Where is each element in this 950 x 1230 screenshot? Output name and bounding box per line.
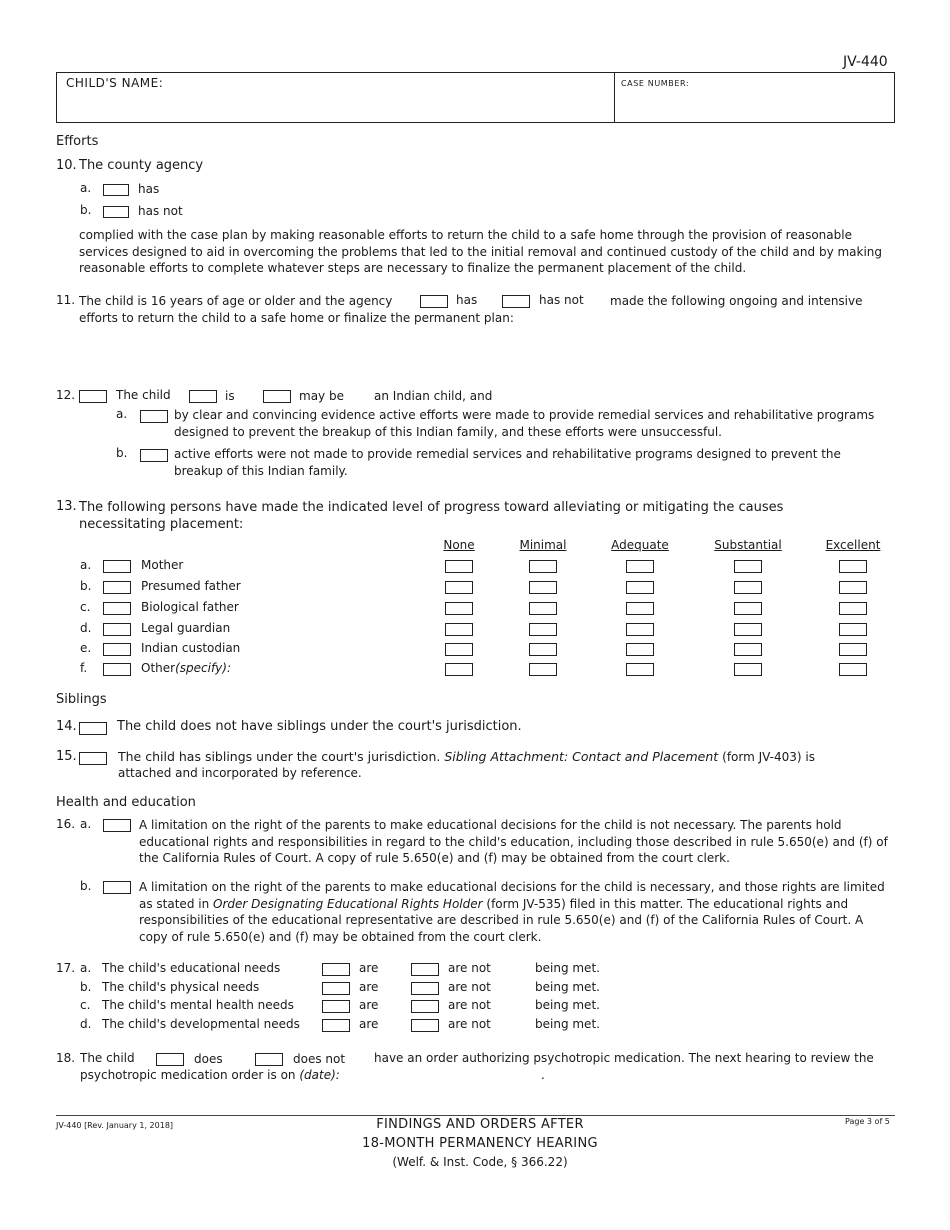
item-11-number: 11. [56, 293, 76, 307]
item-17-being-met: being met. [535, 1017, 600, 1031]
item-16b-text [139, 879, 895, 945]
item-17-are-label: are [359, 998, 379, 1012]
item-17-are-not-label: are not [448, 980, 491, 994]
item-12-checkbox[interactable] [79, 390, 107, 403]
item-11-has-not-checkbox[interactable] [502, 295, 530, 308]
item-10a-checkbox[interactable] [103, 184, 129, 196]
item-17-are-not-label: are not [448, 998, 491, 1012]
progress-level-checkbox[interactable] [529, 602, 557, 615]
item-16a-checkbox[interactable] [103, 819, 131, 832]
item-17-are-not-label: are not [448, 961, 491, 975]
item-11-has-not-label: has not [539, 293, 584, 307]
footer-page: Page 3 of 5 [845, 1117, 890, 1126]
item-12-may-be-label: may be [299, 389, 344, 403]
item-18-does-not-checkbox[interactable] [255, 1053, 283, 1066]
progress-row-label-text: Biological father [141, 600, 239, 614]
item-16b-italic: Order Designating Educational Rights Holder [213, 896, 483, 911]
footer-title-2: 18-MONTH PERMANENCY HEARING [362, 1136, 598, 1151]
item-18-period: . [541, 1068, 545, 1082]
item-14-checkbox[interactable] [79, 722, 107, 735]
progress-level-checkbox[interactable] [839, 560, 867, 573]
child-name-field[interactable] [66, 95, 606, 115]
item-10a-letter: a. [80, 181, 92, 195]
progress-row-checkbox[interactable] [103, 560, 131, 573]
siblings-heading: Siblings [56, 692, 107, 707]
efforts-heading: Efforts [56, 134, 99, 149]
item-12b-text: active efforts were not made to provide remedial services and rehabilitative programs designed to prevent the breakup of this Indian family. [174, 447, 841, 478]
progress-level-checkbox[interactable] [626, 560, 654, 573]
item-17-are-label: are [359, 1017, 379, 1031]
progress-level-checkbox[interactable] [445, 643, 473, 656]
progress-row-label-text: Other [141, 661, 176, 675]
item-16b-text-end: (form JV-535) filed in this matter. The educational rights and responsibilities of the educational representative are described in rule 5.650(e) and (f) of the California Rules of Court. A copy of rule 5.650(e) and (f) may be obtained from the court clerk. [139, 896, 864, 944]
case-number-field[interactable] [621, 92, 886, 116]
item-17-letter: c. [80, 998, 91, 1012]
progress-column-header: Excellent [825, 538, 881, 552]
progress-level-checkbox[interactable] [734, 643, 762, 656]
health-heading: Health and education [56, 795, 196, 810]
item-16a-text: A limitation on the right of the parents to make educational decisions for the child is not necessary. The parents hold educational rights and responsibilities in regard to the child's education, including those described in rule 5.650(e) and (f) of the California Rules of Court. A copy of rule 5.650(e) and (f) may be obtained from the court clerk. [139, 818, 888, 865]
item-18-date-field[interactable] [350, 1066, 538, 1082]
item-10b-label: has not [138, 204, 183, 218]
progress-level-checkbox[interactable] [529, 643, 557, 656]
item-17-are-checkbox[interactable] [322, 1019, 350, 1032]
progress-level-checkbox[interactable] [839, 623, 867, 636]
progress-level-checkbox[interactable] [529, 581, 557, 594]
progress-level-checkbox[interactable] [626, 623, 654, 636]
progress-row-label-text: Legal guardian [141, 621, 231, 635]
item-18-line2-text: psychotropic medication order is on [80, 1068, 296, 1082]
progress-row-specify: (specify): [175, 661, 231, 675]
progress-row-label [141, 558, 183, 572]
caption-divider [614, 72, 615, 123]
progress-row-checkbox[interactable] [103, 623, 131, 636]
progress-level-checkbox[interactable] [445, 602, 473, 615]
progress-row-checkbox[interactable] [103, 643, 131, 656]
item-18-does-checkbox[interactable] [156, 1053, 184, 1066]
item-17-label: The child's mental health needs [102, 998, 294, 1012]
progress-level-checkbox[interactable] [734, 560, 762, 573]
progress-row-label [141, 600, 239, 614]
progress-level-checkbox[interactable] [445, 560, 473, 573]
progress-row-label [141, 641, 240, 655]
progress-level-checkbox[interactable] [529, 623, 557, 636]
item-13-number: 13. [56, 499, 77, 514]
progress-row-letter: b. [80, 579, 92, 593]
case-number-label: CASE NUMBER: [621, 79, 690, 88]
progress-level-checkbox[interactable] [626, 602, 654, 615]
item-17-letter: d. [80, 1017, 92, 1031]
item-18-date-label: (date): [299, 1068, 340, 1082]
progress-row-label-text: Indian custodian [141, 641, 241, 655]
item-12a-checkbox[interactable] [140, 410, 168, 423]
progress-level-checkbox[interactable] [839, 602, 867, 615]
item-16-number: 16. [56, 817, 76, 831]
item-17-number: 17. [56, 961, 76, 975]
progress-row-checkbox[interactable] [103, 602, 131, 615]
progress-level-checkbox[interactable] [734, 602, 762, 615]
item-17-letter: a. [80, 961, 92, 975]
item-17-letter: b. [80, 980, 92, 994]
progress-column-header: Substantial [714, 538, 782, 552]
progress-level-checkbox[interactable] [445, 663, 473, 676]
item-17-are-checkbox[interactable] [322, 1000, 350, 1013]
item-18-text: have an order authorizing psychotropic medication. The next hearing to review the [374, 1051, 874, 1065]
progress-level-checkbox[interactable] [626, 643, 654, 656]
progress-row-letter: a. [80, 558, 92, 572]
item-12-the-child: The child [116, 388, 171, 402]
item-10-text: complied with the case plan by making reasonable efforts to return the child to a safe home through the provision of reasonable services designed to aid in overcoming the problems that led to the initial removal and continued custody of the child and by making reasonable efforts to complete whatever steps are necessary to finalize the permanent placement of the child. [79, 228, 883, 275]
item-15-line2: attached and incorporated by reference. [118, 766, 362, 780]
progress-row-letter: d. [80, 621, 92, 635]
item-15-italic: Sibling Attachment: Contact and Placement [444, 749, 719, 764]
progress-level-checkbox[interactable] [734, 663, 762, 676]
footer-title-1: FINDINGS AND ORDERS AFTER [376, 1117, 584, 1132]
item-10-number: 10. [56, 158, 77, 173]
progress-level-checkbox[interactable] [734, 581, 762, 594]
item-11-efforts-field[interactable] [79, 330, 889, 372]
item-11-has-label: has [456, 293, 478, 307]
progress-row-letter: c. [80, 600, 91, 614]
item-17-being-met: being met. [535, 998, 600, 1012]
item-15-text-start: The child has siblings under the court's jurisdiction. [118, 749, 441, 764]
item-17-are-not-checkbox[interactable] [411, 1000, 439, 1013]
item-12-may-be-checkbox[interactable] [263, 390, 291, 403]
progress-column-header: Minimal [519, 538, 567, 552]
item-15-number: 15. [56, 749, 77, 764]
child-name-label: CHILD'S NAME: [66, 76, 164, 90]
item-10b-letter: b. [80, 203, 92, 217]
item-17-being-met: being met. [535, 980, 600, 994]
item-17-are-not-checkbox[interactable] [411, 1019, 439, 1032]
item-18-does-not-label: does not [293, 1052, 346, 1066]
item-12-is-label: is [225, 389, 235, 403]
item-12a-text: by clear and convincing evidence active efforts were made to provide remedial services and rehabilitative programs designed to prevent the breakup of this Indian family, and these efforts were unsuccessful. [174, 408, 875, 439]
progress-level-checkbox[interactable] [529, 663, 557, 676]
item-17-are-label: are [359, 961, 379, 975]
item-15-line1 [118, 749, 815, 764]
progress-level-checkbox[interactable] [626, 581, 654, 594]
item-18-line2 [80, 1068, 340, 1082]
progress-row-letter: f. [80, 661, 88, 675]
progress-level-checkbox[interactable] [445, 623, 473, 636]
item-11-text-line2: efforts to return the child to a safe home or finalize the permanent plan: [79, 311, 514, 325]
item-12b-checkbox[interactable] [140, 449, 168, 462]
item-17-label: The child's physical needs [102, 980, 260, 994]
progress-column-header: None [443, 538, 475, 552]
item-12-suffix: an Indian child, and [374, 389, 493, 403]
progress-row-letter: e. [80, 641, 92, 655]
item-17-are-not-checkbox[interactable] [411, 982, 439, 995]
footer-title-3: (Welf. & Inst. Code, § 366.22) [392, 1155, 568, 1169]
progress-level-checkbox[interactable] [839, 663, 867, 676]
item-18-number: 18. [56, 1051, 76, 1065]
item-16b-checkbox[interactable] [103, 881, 131, 894]
item-17-label: The child's developmental needs [102, 1017, 300, 1031]
item-14-number: 14. [56, 719, 77, 734]
progress-row-label [141, 661, 231, 675]
item-18-does-label: does [194, 1052, 223, 1066]
progress-column-header: Adequate [611, 538, 669, 552]
item-10a-label: has [138, 182, 160, 196]
item-17-label: The child's educational needs [102, 961, 281, 975]
progress-level-checkbox[interactable] [626, 663, 654, 676]
item-17-are-label: are [359, 980, 379, 994]
form-id: JV-440 [843, 54, 888, 70]
progress-level-checkbox[interactable] [445, 581, 473, 594]
item-16b-letter: b. [80, 879, 92, 893]
item-16b-text-start: A limitation on the right of the parents to make educational decisions for the child is necessary, and those rights are limited as stated in [139, 880, 885, 911]
item-17-are-checkbox[interactable] [322, 963, 350, 976]
item-11-text-start: The child is 16 years of age or older and the agency [79, 294, 393, 308]
item-12a-letter: a. [116, 407, 128, 421]
item-10-title: The county agency [79, 158, 204, 173]
item-17-are-not-checkbox[interactable] [411, 963, 439, 976]
footer-rule [56, 1115, 895, 1116]
item-16a-letter: a. [80, 817, 92, 831]
item-17-are-not-label: are not [448, 1017, 491, 1031]
progress-row-checkbox[interactable] [103, 581, 131, 594]
item-12-is-checkbox[interactable] [189, 390, 217, 403]
item-15-checkbox[interactable] [79, 752, 107, 765]
progress-row-label-text: Mother [141, 558, 184, 572]
item-12b-letter: b. [116, 446, 128, 460]
progress-row-label [141, 579, 241, 593]
progress-row-label-text: Presumed father [141, 579, 241, 593]
item-18-the-child: The child [80, 1051, 135, 1065]
footer-revision: JV-440 [Rev. January 1, 2018] [56, 1121, 174, 1130]
item-13-text: The following persons have made the indicated level of progress toward alleviating or mitigating the causes necessitating placement: [79, 500, 784, 532]
item-14-text: The child does not have siblings under the court's jurisdiction. [117, 719, 522, 734]
progress-row-label [141, 621, 230, 635]
item-11-text-end: made the following ongoing and intensive [610, 294, 863, 308]
progress-level-checkbox[interactable] [839, 643, 867, 656]
item-12-number: 12. [56, 388, 76, 402]
item-11-has-checkbox[interactable] [420, 295, 448, 308]
progress-level-checkbox[interactable] [839, 581, 867, 594]
item-17-are-checkbox[interactable] [322, 982, 350, 995]
item-10b-checkbox[interactable] [103, 206, 129, 218]
progress-level-checkbox[interactable] [529, 560, 557, 573]
item-17-being-met: being met. [535, 961, 600, 975]
progress-row-checkbox[interactable] [103, 663, 131, 676]
item-15-text-end: (form JV-403) is [722, 750, 815, 764]
progress-level-checkbox[interactable] [734, 623, 762, 636]
